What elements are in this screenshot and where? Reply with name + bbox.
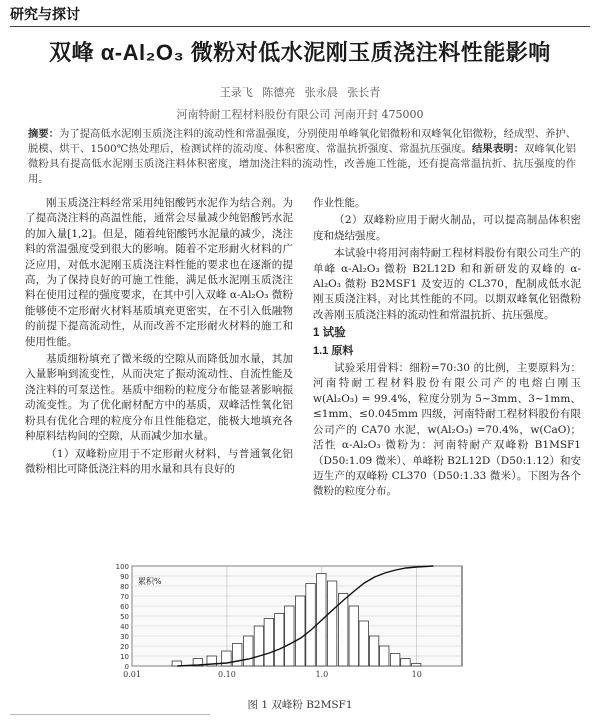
particle-size-chart: [100, 560, 480, 690]
paragraph: 刚玉质浇注料经常采用纯铝酸钙水泥作为结合剂。为了提高浇注料的高温性能，通常会尽量减少纯铝酸钙水泥的加入量[1,2]。但是，随着纯铝酸钙水泥量的减少，浇注料的常温强度受到很大的影响。随着不定形耐火材料的广泛应用，对低水泥刚玉质浇注料性能的要求也在逐渐的提高，为了保持良好的可施工性能，满足低水泥刚玉质浇注料在使用过程的强度要求，在其中引入双峰 α-Al₂O₃ 微粉能够使不定形耐火材料基质填充更密实，在不引入低融物的前提下提高流动性，从而改善不定形耐火材料的施工和使用性能。: [25, 197, 293, 348]
abstract-result-label: 结果表明：: [472, 143, 525, 155]
header-rule: [10, 26, 590, 27]
section-heading: 1 试验: [313, 327, 346, 340]
paragraph: 试验采用骨料：细粉=70:30 的比例，主要原料为：河南特耐工程材料股份有限公司产的电熔白刚玉 w(Al₂O₃) = 99.4%，粒度分别为 5~3mm、3~1mm、≤1mm、≤0.045mm 四级，河南特耐工程材料股份有限公司产的 CA70 水泥，w(Al₂O₃) =70.4%，w(CaO)；活性 α-Al₂O₃ 微粉为：河南特耐产双峰粉 B1MSF1（D50:1.09 微米）、单峰粉 B2L12D（D50:1.12）和安迈生产的双峰粉 CL370（D50:1.33 微米）。下图为各个微粉的粒度分布。: [313, 362, 581, 498]
y-tick-label: 50: [120, 613, 129, 621]
abstract-text: 为了提高低水泥刚玉质浇注料的流动性和常温强度，分别使用单峰氧化铝微粉和双峰氧化铝微粉，经成型、养护、脱模、烘干、1500℃热处理后，检测试样的流动度、体积密度、常温抗折强度、常温抗压强度。: [28, 128, 577, 155]
histogram-bar: [274, 614, 283, 667]
histogram-bar: [327, 581, 336, 666]
paper-title: 双峰 α-Al₂O₃ 微粉对低水泥刚玉质浇注料性能影响: [49, 40, 551, 65]
y-tick-label: 0: [124, 663, 129, 671]
x-tick-label: 0.01: [123, 670, 141, 679]
histogram-bar: [244, 636, 253, 666]
y-tick-label: 60: [120, 603, 129, 611]
y-tick-label: 80: [120, 583, 129, 591]
histogram-bar: [411, 664, 420, 667]
paragraph: 本试验中将用河南特耐工程材料股份有限公司生产的单峰 α-Al₂O₃ 微粉 B2L12D 和和新研发的双峰的 α-Al₂O₃ 微粉 B2MSF1 及安迈的 CL370，配制成低水泥刚玉质浇注料，对比其性能的不同。以期双峰氧化铝微粉改善刚玉质浇注料的流动性和常温抗折、抗压强度。: [313, 247, 581, 321]
y-tick-label: 100: [115, 563, 129, 571]
histogram-bar: [233, 644, 242, 667]
abstract: [28, 127, 576, 187]
abstract-result: 双峰氧化铝微粉具有提高低水泥刚玉质浇注料体积密度，增加浇注料的流动性，改善施工性能，还有提高常温抗折、抗压强度的作用。: [28, 143, 577, 185]
abstract-label: 摘要：: [28, 128, 60, 140]
histogram-bar: [401, 659, 410, 667]
y-tick-label: 40: [120, 623, 129, 631]
histogram-bar: [285, 606, 294, 666]
legend-label: 累积%: [138, 577, 162, 586]
y-tick-label: 70: [120, 593, 129, 601]
chart-svg: [100, 560, 480, 690]
footer-rule: [10, 714, 210, 721]
paragraph: 作业性能。: [313, 197, 366, 209]
y-tick-label: 10: [120, 653, 129, 661]
histogram-bar: [306, 584, 315, 667]
authors: 王录飞 陈德亮 张永晨 张长青: [219, 86, 381, 99]
left-column: [25, 196, 293, 479]
subsection-heading: 1.1 原料: [313, 344, 354, 357]
histogram-bar: [296, 596, 305, 666]
affiliation: 河南特耐工程材料股份有限公司 河南开封 475000: [176, 108, 424, 121]
y-tick-label: 20: [120, 643, 129, 651]
right-column: [313, 196, 581, 502]
y-tick-label: 30: [120, 633, 129, 641]
figure-caption: 图 1 双峰粉 B2MSF1: [247, 699, 353, 711]
paragraph: （2）双峰粉应用于耐火制品，可以提高制品体积密度和烧结强度。: [313, 214, 581, 242]
paragraph: 基质细粉填充了微米级的空隙从而降低加水量，其加入量影响到流变性，从而决定了振动流动性、自流性能及浇注料的可泵送性。基质中细粉的粒度分布能显著影响振动流变性。为了优化耐材配方中的基质，双峰活性氧化铝粉具有优化合理的粒度分布且性能稳定，能极大地填充各种原料结构间的空隙，从而减少加水量。: [25, 353, 293, 443]
histogram-bar: [379, 646, 388, 666]
histogram-bar: [264, 619, 273, 667]
x-tick-label: 10: [411, 670, 422, 679]
histogram-bar: [349, 606, 358, 666]
x-tick-label: 1.0: [315, 670, 329, 679]
histogram-bar: [254, 626, 263, 666]
y-tick-label: 90: [120, 573, 129, 581]
histogram-bar: [369, 636, 378, 666]
x-tick-label: 0.10: [217, 670, 236, 679]
section-tag: 研究与探讨: [10, 6, 80, 22]
histogram-bar: [359, 621, 368, 666]
paragraph: （1）双峰粉应用于不定形耐火材料，与普通氧化铝微粉相比可降低浇注料的用水量和具有良好的: [25, 447, 293, 475]
histogram-bar: [390, 654, 399, 667]
